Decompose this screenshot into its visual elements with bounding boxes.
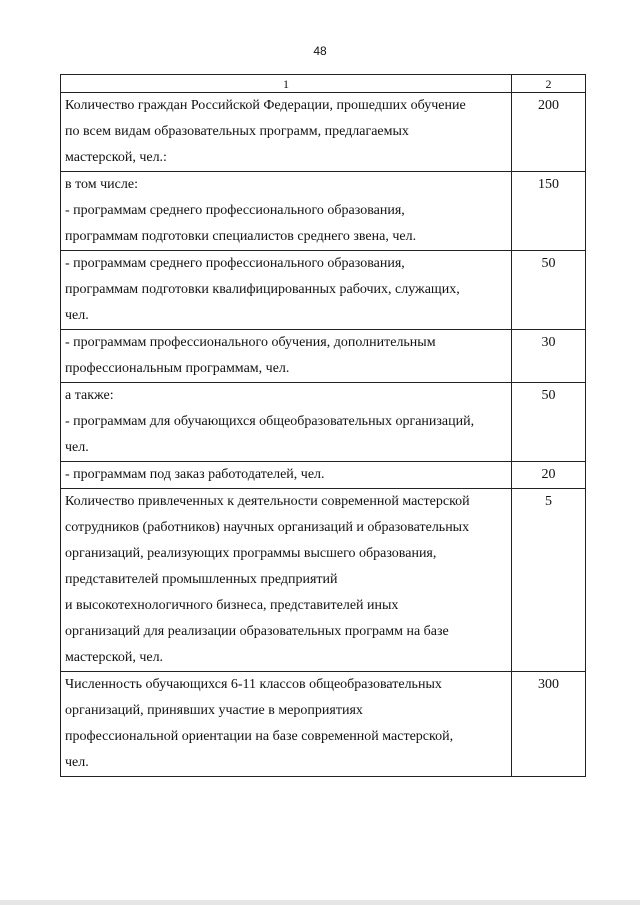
indicators-table: [60, 74, 586, 777]
column-header-2: 2: [512, 75, 586, 93]
row-value: 50: [512, 383, 586, 462]
table-row: [61, 93, 586, 172]
row-value: 300: [512, 672, 586, 777]
page-bottom-edge: [0, 900, 640, 905]
table-row: [61, 462, 586, 489]
row-text: в том числе: - программам среднего профессионального образования, программам подготовки специалистов среднего звена, чел.: [61, 172, 512, 251]
row-text: - программам профессионального обучения, дополнительным профессиональным программам, чел.: [61, 330, 512, 383]
row-text: - программам среднего профессионального образования, программам подготовки квалифицированных рабочих, служащих, чел.: [61, 251, 512, 330]
table-row: [61, 251, 586, 330]
row-value: 150: [512, 172, 586, 251]
table-row: [61, 330, 586, 383]
row-text: а также: - программам для обучающихся общеобразовательных организаций, чел.: [61, 383, 512, 462]
page-number: 48: [313, 44, 327, 58]
row-text: Количество граждан Российской Федерации, прошедших обучение по всем видам образовательных программ, предлагаемых мастерской, чел.:: [61, 93, 512, 172]
row-text: - программам под заказ работодателей, чел.: [61, 462, 512, 489]
table-row: [61, 172, 586, 251]
row-value: 5: [512, 489, 586, 672]
table-row: [61, 489, 586, 672]
row-value: 20: [512, 462, 586, 489]
column-header-1: 1: [61, 75, 512, 93]
row-text: Численность обучающихся 6-11 классов общеобразовательных организаций, принявших участие в мероприятиях профессиональной ориентации на базе современной мастерской, чел.: [61, 672, 512, 777]
row-value: 50: [512, 251, 586, 330]
table-header-row: [61, 75, 586, 93]
table-row: [61, 383, 586, 462]
row-value: 200: [512, 93, 586, 172]
table-row: [61, 672, 586, 777]
row-value: 30: [512, 330, 586, 383]
row-text: Количество привлеченных к деятельности современной мастерской сотрудников (работников) научных организаций и образовательных организаций, реализующих программы высшего образования, представителей промышленных предприятий и высокотехнологичного бизнеса, представителей иных организаций для реализации образовательных программ на базе мастерской, чел.: [61, 489, 512, 672]
